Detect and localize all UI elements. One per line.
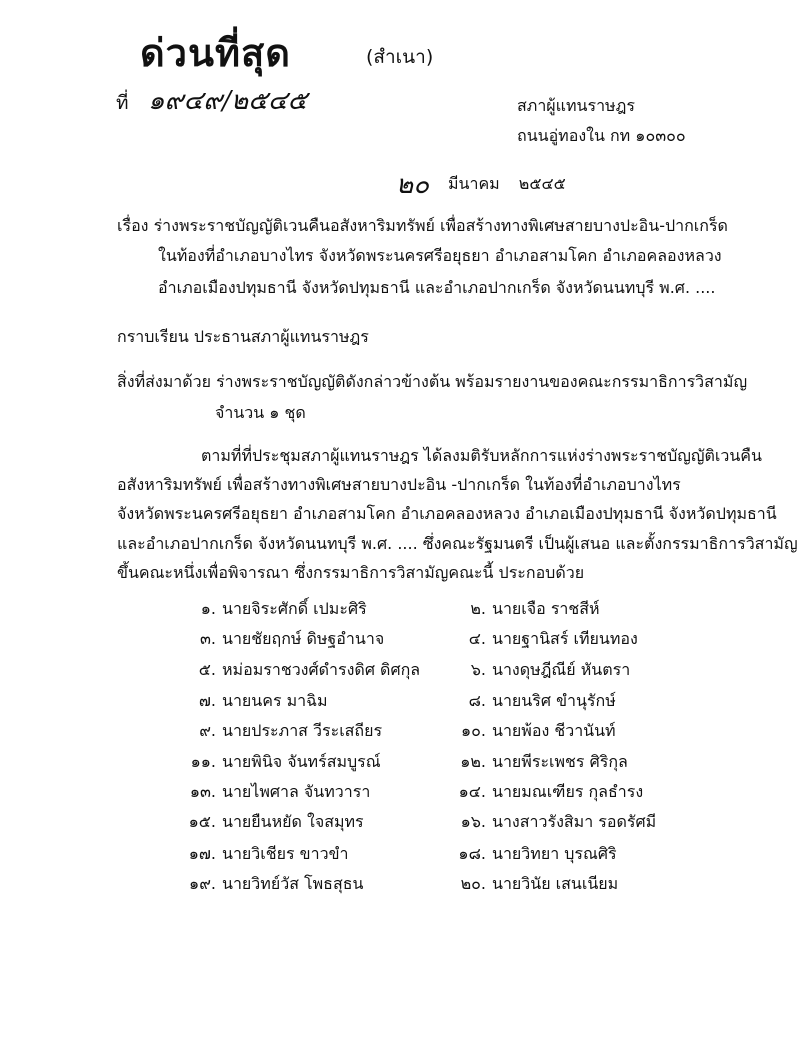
member-name: นายพินิจ จันทร์สมบูรณ์	[222, 752, 381, 771]
member-name: นายฐานิสร์ เทียนทอง	[492, 629, 638, 648]
member-name: นายไพศาล จันทวารา	[222, 782, 371, 801]
member-number: ๒๐.	[460, 874, 486, 893]
member-number: ๙.	[199, 721, 216, 740]
salutation: กราบเรียน ประธานสภาผู้แทนราษฎร	[117, 327, 369, 346]
copy-mark: (สำเนา)	[366, 46, 434, 68]
member-number: ๔.	[468, 629, 486, 648]
member-name: นายพ้อง ชีวานันท์	[492, 721, 616, 740]
member-name: นายจิระศักดิ์ เปมะศิริ	[222, 599, 367, 618]
member-number: ๑๙.	[189, 874, 216, 893]
doc-number-prefix: ที่	[116, 92, 129, 114]
member-name: นางสาวรังสิมา รอดรัศมี	[492, 812, 657, 831]
member-name: นายประภาส วีระเสถียร	[222, 721, 383, 740]
member-name: นายนคร มาฉิม	[222, 691, 328, 710]
subject-line-2: ในท้องที่อำเภอบางไทร จังหวัดพระนครศรีอยุธยา อำเภอสามโคก อำเภอคลองหลวง	[158, 246, 722, 265]
member-name: นายวิทยา บุรณศิริ	[492, 844, 617, 863]
body-line-3: จังหวัดพระนครศรีอยุธยา อำเภอสามโคก อำเภอคลองหลวง อำเภอเมืองปทุมธานี จังหวัดปทุมธานี	[117, 504, 777, 523]
member-number: ๑๗.	[188, 844, 216, 863]
member-name: นายวินัย เสนเนียม	[492, 874, 619, 893]
member-number: ๑๒.	[460, 752, 486, 771]
enclosure-line-1: สิ่งที่ส่งมาด้วย ร่างพระราชบัญญัติดังกล่าวข้างต้น พร้อมรายงานของคณะกรรมาธิการวิสามัญ	[117, 372, 748, 391]
body-line-4: และอำเภอปากเกร็ด จังหวัดนนทบุรี พ.ศ. .... ซึ่งคณะรัฐมนตรี เป็นผู้เสนอ และตั้งกรรมาธิการวิสามัญ	[117, 534, 798, 553]
member-name: นายพีระเพชร ศิริกุล	[492, 752, 628, 771]
member-name: นายนริศ ขำนุรักษ์	[492, 691, 616, 710]
member-number: ๑๘.	[458, 844, 486, 863]
member-name: หม่อมราชวงศ์ดำรงดิศ ดิศกุล	[222, 660, 421, 679]
member-number: ๘.	[468, 691, 486, 710]
urgency-stamp: ด่วนที่สุด	[140, 30, 291, 75]
date-day: ๒๐	[396, 170, 430, 200]
member-number: ๕.	[198, 660, 216, 679]
member-number: ๑๑.	[190, 752, 216, 771]
member-number: ๑๐.	[460, 721, 486, 740]
body-line-1: ตามที่ที่ประชุมสภาผู้แทนราษฎร ได้ลงมติรับหลักการแห่งร่างพระราชบัญญัติเวนคืน	[201, 446, 762, 465]
body-line-2: อสังหาริมทรัพย์ เพื่อสร้างทางพิเศษสายบางปะอิน -ปากเกร็ด ในท้องที่อำเภอบางไทร	[117, 475, 681, 494]
member-name: นางดุษฎีณีย์ หันตรา	[492, 660, 631, 679]
doc-number-value: ๑๙๔๙/๒๕๔๕	[148, 86, 308, 116]
subject-line-3: อำเภอเมืองปทุมธานี จังหวัดปทุมธานี และอำเภอปากเกร็ด จังหวัดนนทบุรี พ.ศ. ....	[158, 278, 716, 297]
member-number: ๑๔.	[458, 782, 486, 801]
member-number: ๑.	[200, 599, 216, 618]
enclosure-line-2: จำนวน ๑ ชุด	[215, 403, 306, 422]
member-number: ๑๕.	[188, 812, 216, 831]
date-month-year: มีนาคม ๒๕๔๕	[448, 174, 566, 193]
address-line-1: สภาผู้แทนราษฎร	[517, 96, 635, 115]
member-number: ๖.	[470, 660, 486, 679]
member-number: ๓.	[199, 629, 216, 648]
member-number: ๑๖.	[460, 812, 486, 831]
member-number: ๒.	[470, 599, 486, 618]
member-number: ๗.	[198, 691, 216, 710]
member-name: นายวิเชียร ขาวขำ	[222, 844, 349, 863]
member-name: นายยืนหยัด ใจสมุทร	[222, 812, 364, 831]
body-line-5: ขึ้นคณะหนึ่งเพื่อพิจารณา ซึ่งกรรมาธิการวิสามัญคณะนี้ ประกอบด้วย	[117, 563, 585, 582]
member-name: นายเจือ ราชสีห์	[492, 599, 600, 618]
member-name: นายวิทย์วัส โพธสุธน	[222, 874, 364, 893]
address-line-2: ถนนอู่ทองใน กท ๑๐๓๐๐	[517, 126, 686, 145]
member-name: นายชัยฤกษ์ ดิษฐอำนาจ	[222, 629, 385, 648]
subject-line-1: เรื่อง ร่างพระราชบัญญัติเวนคืนอสังหาริมทรัพย์ เพื่อสร้างทางพิเศษสายบางปะอิน-ปากเกร็ด	[117, 216, 728, 235]
member-number: ๑๓.	[189, 782, 216, 801]
member-name: นายมณเฑียร กุลธำรง	[492, 782, 644, 801]
